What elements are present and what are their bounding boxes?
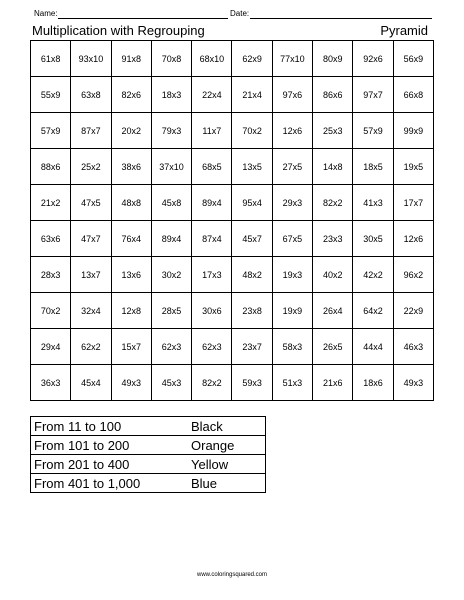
grid-cell[interactable]: 49x3 (393, 365, 433, 401)
grid-cell[interactable]: 18x6 (353, 365, 393, 401)
grid-cell[interactable]: 30x6 (192, 293, 232, 329)
color-key-row (31, 474, 266, 493)
color-key-body (31, 417, 266, 493)
grid-cell[interactable]: 12x6 (393, 221, 433, 257)
grid-cell[interactable]: 19x9 (272, 293, 312, 329)
grid-cell[interactable]: 28x5 (151, 293, 191, 329)
grid-cell[interactable]: 48x8 (111, 185, 151, 221)
grid-row (31, 329, 434, 365)
grid-cell[interactable]: 80x9 (313, 41, 353, 77)
color-key-color: Blue (188, 474, 266, 493)
grid-cell[interactable]: 32x4 (71, 293, 111, 329)
color-key-range: From 401 to 1,000 (31, 474, 189, 493)
grid-cell[interactable]: 70x2 (232, 113, 272, 149)
grid-cell[interactable]: 22x9 (393, 293, 433, 329)
grid-row (31, 293, 434, 329)
grid-cell[interactable]: 23x8 (232, 293, 272, 329)
grid-cell[interactable]: 88x6 (31, 149, 71, 185)
grid-cell[interactable]: 68x5 (192, 149, 232, 185)
grid-cell[interactable]: 29x3 (272, 185, 312, 221)
grid-cell[interactable]: 64x2 (353, 293, 393, 329)
grid-cell[interactable]: 18x5 (353, 149, 393, 185)
grid-row (31, 365, 434, 401)
grid-cell[interactable]: 12x8 (111, 293, 151, 329)
color-key (30, 416, 266, 493)
color-key-row (31, 455, 266, 474)
date-line (250, 18, 432, 19)
grid-cell[interactable]: 76x4 (111, 221, 151, 257)
grid-cell[interactable]: 89x4 (192, 185, 232, 221)
grid-cell[interactable]: 17x7 (393, 185, 433, 221)
grid-cell[interactable]: 45x3 (151, 365, 191, 401)
grid-cell[interactable]: 45x4 (71, 365, 111, 401)
title-bar (30, 22, 432, 40)
grid-cell[interactable]: 47x5 (71, 185, 111, 221)
grid-row (31, 77, 434, 113)
grid-cell[interactable]: 63x8 (71, 77, 111, 113)
header-fields (32, 8, 432, 20)
grid-cell[interactable]: 97x7 (353, 77, 393, 113)
grid-cell[interactable]: 79x3 (151, 113, 191, 149)
grid-cell[interactable]: 26x5 (313, 329, 353, 365)
grid-cell[interactable]: 70x2 (31, 293, 71, 329)
grid-cell[interactable]: 62x9 (232, 41, 272, 77)
grid-cell[interactable]: 37x10 (151, 149, 191, 185)
grid-cell[interactable]: 70x8 (151, 41, 191, 77)
grid-cell[interactable]: 13x7 (71, 257, 111, 293)
grid-cell[interactable]: 13x5 (232, 149, 272, 185)
grid-cell[interactable]: 14x8 (313, 149, 353, 185)
grid-cell[interactable]: 87x7 (71, 113, 111, 149)
grid-cell[interactable]: 23x3 (313, 221, 353, 257)
grid-cell[interactable]: 21x2 (31, 185, 71, 221)
grid-cell[interactable]: 15x7 (111, 329, 151, 365)
grid-cell[interactable]: 91x8 (111, 41, 151, 77)
grid-cell[interactable]: 87x4 (192, 221, 232, 257)
color-key-range: From 11 to 100 (31, 417, 189, 436)
grid-row (31, 221, 434, 257)
grid-cell[interactable]: 28x3 (31, 257, 71, 293)
grid-cell[interactable]: 68x10 (192, 41, 232, 77)
grid-cell[interactable]: 99x9 (393, 113, 433, 149)
grid-cell[interactable]: 66x8 (393, 77, 433, 113)
grid-cell[interactable]: 25x3 (313, 113, 353, 149)
grid-cell[interactable]: 27x5 (272, 149, 312, 185)
grid-cell[interactable]: 25x2 (71, 149, 111, 185)
grid-row (31, 149, 434, 185)
grid-cell[interactable]: 89x4 (151, 221, 191, 257)
grid-cell[interactable]: 55x9 (31, 77, 71, 113)
grid-cell[interactable]: 21x6 (313, 365, 353, 401)
grid-cell[interactable]: 59x3 (232, 365, 272, 401)
grid-cell[interactable]: 38x6 (111, 149, 151, 185)
grid-cell[interactable]: 48x2 (232, 257, 272, 293)
grid-cell[interactable]: 26x4 (313, 293, 353, 329)
grid-cell[interactable]: 23x7 (232, 329, 272, 365)
grid-cell[interactable]: 42x2 (353, 257, 393, 293)
grid-cell[interactable]: 51x3 (272, 365, 312, 401)
color-key-color: Orange (188, 436, 266, 455)
grid-cell[interactable]: 13x6 (111, 257, 151, 293)
grid-cell[interactable]: 17x3 (192, 257, 232, 293)
grid-row (31, 185, 434, 221)
footer-url: www.coloringsquared.com (196, 572, 268, 578)
grid-cell[interactable]: 44x4 (353, 329, 393, 365)
grid-cell[interactable]: 62x2 (71, 329, 111, 365)
grid-cell[interactable]: 77x10 (272, 41, 312, 77)
color-key-row (31, 417, 266, 436)
grid-cell[interactable]: 82x2 (313, 185, 353, 221)
grid-cell[interactable]: 57x9 (353, 113, 393, 149)
grid-cell[interactable]: 12x6 (272, 113, 312, 149)
grid-cell[interactable]: 96x2 (393, 257, 433, 293)
grid-cell[interactable]: 29x4 (31, 329, 71, 365)
grid-cell[interactable]: 56x9 (393, 41, 433, 77)
color-key-range: From 201 to 400 (31, 455, 189, 474)
grid-cell[interactable]: 30x5 (353, 221, 393, 257)
grid-cell[interactable]: 41x3 (353, 185, 393, 221)
problem-grid (30, 40, 434, 401)
date-label: Date: (230, 9, 250, 18)
grid-cell[interactable]: 49x3 (111, 365, 151, 401)
color-key-color: Yellow (188, 455, 266, 474)
color-key-row (31, 436, 266, 455)
grid-cell[interactable]: 45x7 (232, 221, 272, 257)
grid-cell[interactable]: 57x9 (31, 113, 71, 149)
grid-cell[interactable]: 62x3 (151, 329, 191, 365)
grid-cell[interactable]: 45x8 (151, 185, 191, 221)
grid-cell[interactable]: 82x6 (111, 77, 151, 113)
grid-cell[interactable]: 63x6 (31, 221, 71, 257)
grid-cell[interactable]: 95x4 (232, 185, 272, 221)
grid-row (31, 41, 434, 77)
grid-cell[interactable]: 93x10 (71, 41, 111, 77)
grid-cell[interactable]: 36x3 (31, 365, 71, 401)
name-label: Name: (34, 9, 58, 18)
grid-cell[interactable]: 62x3 (192, 329, 232, 365)
grid-cell[interactable]: 19x3 (272, 257, 312, 293)
problem-grid-body (31, 41, 434, 401)
grid-cell[interactable]: 67x5 (272, 221, 312, 257)
grid-cell[interactable]: 18x3 (151, 77, 191, 113)
color-key-color: Black (188, 417, 266, 436)
grid-cell[interactable]: 58x3 (272, 329, 312, 365)
grid-cell[interactable]: 61x8 (31, 41, 71, 77)
grid-cell[interactable]: 82x2 (192, 365, 232, 401)
grid-cell[interactable]: 86x6 (313, 77, 353, 113)
worksheet-title: Multiplication with Regrouping (32, 23, 205, 38)
grid-cell[interactable]: 11x7 (192, 113, 232, 149)
grid-cell[interactable]: 22x4 (192, 77, 232, 113)
grid-cell[interactable]: 46x3 (393, 329, 433, 365)
grid-cell[interactable]: 47x7 (71, 221, 111, 257)
grid-row (31, 257, 434, 293)
grid-cell[interactable]: 92x6 (353, 41, 393, 77)
grid-cell[interactable]: 40x2 (313, 257, 353, 293)
worksheet-subtitle: Pyramid (380, 23, 428, 38)
grid-cell[interactable]: 19x5 (393, 149, 433, 185)
name-line (58, 18, 228, 19)
grid-cell[interactable]: 30x2 (151, 257, 191, 293)
grid-cell[interactable]: 20x2 (111, 113, 151, 149)
grid-cell[interactable]: 97x6 (272, 77, 312, 113)
grid-cell[interactable]: 21x4 (232, 77, 272, 113)
grid-row (31, 113, 434, 149)
color-key-range: From 101 to 200 (31, 436, 189, 455)
